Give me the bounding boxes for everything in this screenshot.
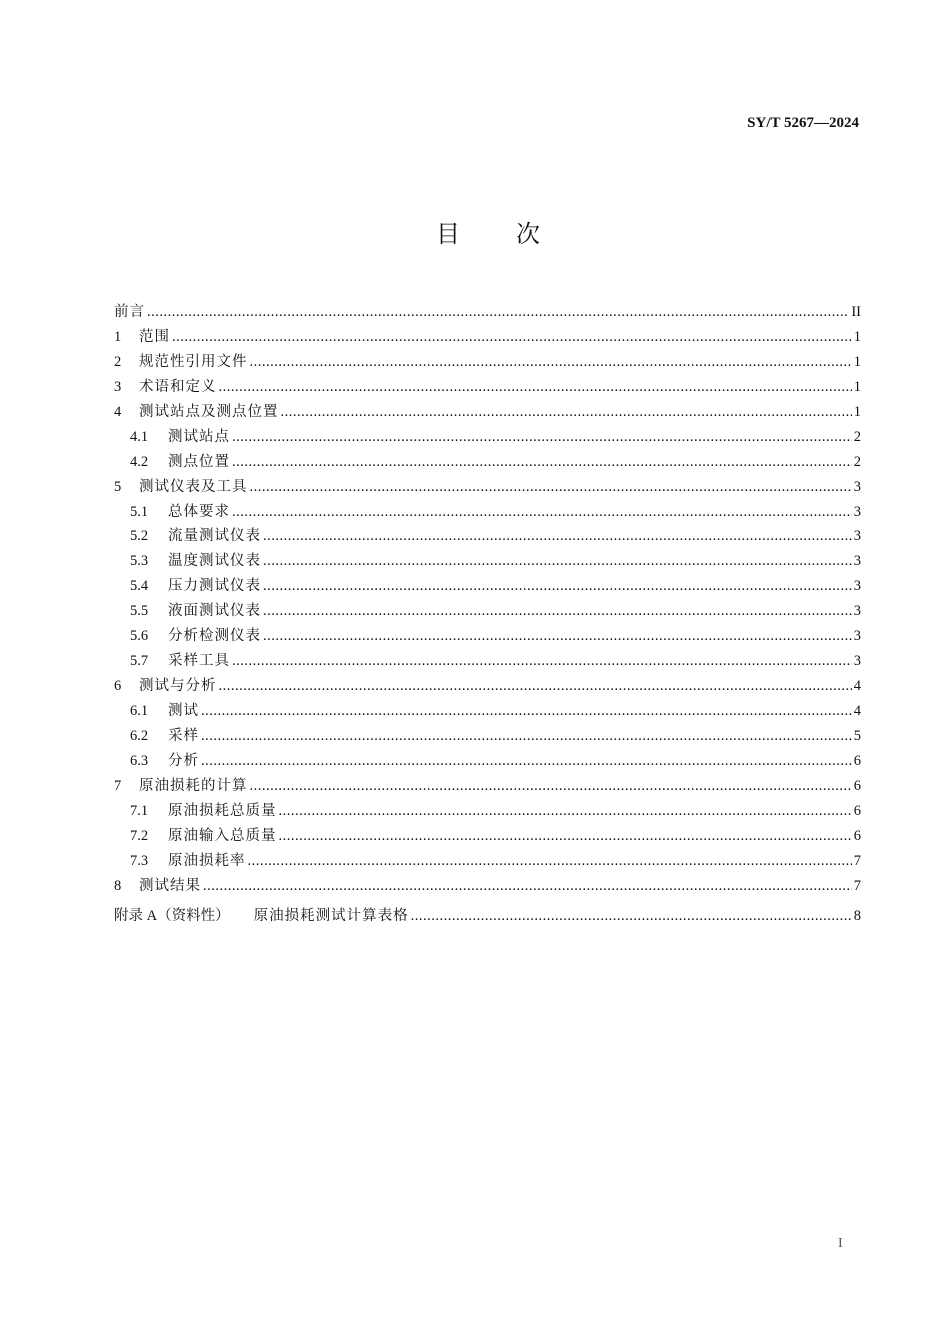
toc-entry-label: 测试与分析 [139,678,217,695]
toc-entry-label: 采样 [168,727,199,744]
toc-entry[interactable] [114,574,861,599]
toc-entry[interactable] [114,624,861,649]
dot-leader [147,304,849,321]
toc-entry-number: 5.5 [130,603,149,620]
toc-entry-label: 原油损耗率 [168,852,246,869]
dot-leader [250,354,852,371]
toc-entry[interactable] [114,674,861,699]
toc-entry-label: 测试仪表及工具 [139,478,248,495]
toc-entry-page: 3 [853,603,861,620]
toc-entry-label: 测试 [168,703,199,719]
toc-entry-label: 采样工具 [168,653,230,670]
toc-entry-page: 7 [853,877,861,894]
toc-entry-page: 4 [853,703,861,719]
toc-entry-number: 5.2 [130,528,149,545]
toc-entry-page: 3 [853,653,861,670]
toc-entry-page: II [851,304,861,320]
toc-entry-label: 分析 [168,752,199,769]
toc-entry-page: 6 [853,752,861,769]
toc-entry[interactable] [114,524,861,549]
toc-entry-number: 6.3 [130,752,149,769]
toc-entry-page: 3 [853,553,861,570]
dot-leader [232,429,852,446]
toc-entry-number: 6 [114,678,122,695]
toc-entry-page: 1 [853,328,861,345]
toc-entry[interactable] [114,475,861,500]
dot-leader [172,329,852,346]
toc-entry-page: 4 [853,678,861,695]
toc-entry-number: 5.3 [130,553,149,570]
toc-entry-number: 1 [114,328,122,345]
toc-entry-number: 5.4 [130,578,149,595]
toc-entry[interactable] [114,325,861,350]
toc-entry-number: 4.1 [130,428,149,445]
dot-leader [263,553,852,570]
toc-entry[interactable] [114,350,861,375]
dot-leader [263,628,852,645]
toc-entry-label: 压力测试仪表 [168,578,261,595]
toc-entry-page: 5 [853,727,861,744]
toc-entry-label: 测试站点 [168,428,230,445]
toc-entry-label: 总体要求 [168,503,230,520]
toc-entry-page: 3 [853,528,861,545]
dot-leader [250,479,852,496]
toc-entry[interactable] [114,375,861,400]
toc-entry-page: 1 [853,403,861,420]
dot-leader [263,603,852,620]
dot-leader [232,653,852,670]
dot-leader [248,853,852,870]
toc-entry[interactable] [114,824,861,849]
toc-entry[interactable] [114,724,861,749]
page-title [0,214,950,249]
toc-entry[interactable] [114,699,861,724]
toc-entry-number: 6.2 [130,727,149,744]
toc-entry[interactable] [114,904,861,929]
toc-entry-page: 8 [853,907,861,924]
title-char: 目 [436,220,460,248]
toc-entry-number: 7 [114,777,122,794]
toc-entry-label: 规范性引用文件 [139,353,248,370]
toc-entry-number: 7.3 [130,852,149,869]
toc-entry-page: 2 [853,428,861,445]
dot-leader [263,528,852,545]
toc-entry-page: 1 [853,378,861,395]
toc-entry-number: 5 [114,478,122,495]
toc-entry[interactable] [114,425,861,450]
dot-leader [250,778,852,795]
toc-entry-page: 1 [853,353,861,370]
toc-entry-label: 原油损耗测试计算表格 [253,907,409,924]
standard-number: SY/T 5267—2024 [747,115,859,131]
dot-leader [201,753,852,770]
dot-leader [279,803,852,820]
toc-entry-number: 7.1 [130,802,149,819]
toc-entry-page: 3 [853,478,861,495]
toc-entry[interactable] [114,500,861,525]
toc-entry-label: 前言 [114,304,145,320]
toc-entry-label: 原油输入总质量 [168,827,277,844]
toc-entry[interactable] [114,599,861,624]
toc-entry-label: 分析检测仪表 [168,628,261,645]
toc-entry[interactable] [114,549,861,574]
toc-entry[interactable] [114,774,861,799]
toc-entry[interactable] [114,874,861,899]
toc-entry[interactable] [114,849,861,874]
dot-leader [263,578,852,595]
toc-entry-label: 测点位置 [168,453,230,470]
dot-leader [232,454,852,471]
dot-leader [411,908,852,925]
toc-entry-label: 流量测试仪表 [168,528,261,545]
toc-entry-page: 3 [853,578,861,595]
toc-entry-page: 2 [853,453,861,470]
dot-leader [219,379,852,396]
toc-entry-label: 原油损耗总质量 [168,802,277,819]
toc-entry-number: 2 [114,353,122,370]
toc-entry-page: 6 [853,802,861,819]
title-char: 次 [516,220,540,248]
toc-entry-number: 5.7 [130,653,149,670]
toc-entry-label: 原油损耗的计算 [139,777,248,794]
dot-leader [232,504,852,521]
toc-entry-number: 4.2 [130,453,149,470]
dot-leader [203,878,852,895]
toc-entry-page: 6 [853,777,861,794]
toc-entry[interactable] [114,450,861,475]
toc-entry-number: 3 [114,378,122,395]
dot-leader [219,678,852,695]
dot-leader [281,404,852,421]
dot-leader [201,703,852,720]
toc-entry-number: 5.1 [130,503,149,520]
toc-entry[interactable] [114,300,861,325]
toc-entry-number: 7.2 [130,827,149,844]
toc-entry-label: 液面测试仪表 [168,603,261,620]
toc-entry-number: 8 [114,877,122,894]
toc-entry-label: 温度测试仪表 [168,553,261,570]
table-of-contents [114,300,861,928]
toc-entry-number: 5.6 [130,628,149,645]
toc-entry-number: 4 [114,403,122,420]
toc-entry[interactable] [114,400,861,425]
dot-leader [201,728,852,745]
toc-entry-number: 附录 A（资料性） [114,907,230,924]
toc-entry-label: 范围 [139,328,170,345]
dot-leader [279,828,852,845]
page-number: I [838,1236,843,1251]
toc-entry-page: 7 [853,852,861,869]
toc-entry-label: 测试结果 [139,877,201,894]
toc-entry-label: 术语和定义 [139,378,217,395]
toc-entry[interactable] [114,749,861,774]
toc-entry-label: 测试站点及测点位置 [139,403,279,420]
toc-entry-number: 6.1 [130,703,149,719]
toc-entry-page: 6 [853,827,861,844]
toc-entry[interactable] [114,799,861,824]
toc-entry-page: 3 [853,628,861,645]
toc-entry-page: 3 [853,503,861,520]
toc-entry[interactable] [114,649,861,674]
